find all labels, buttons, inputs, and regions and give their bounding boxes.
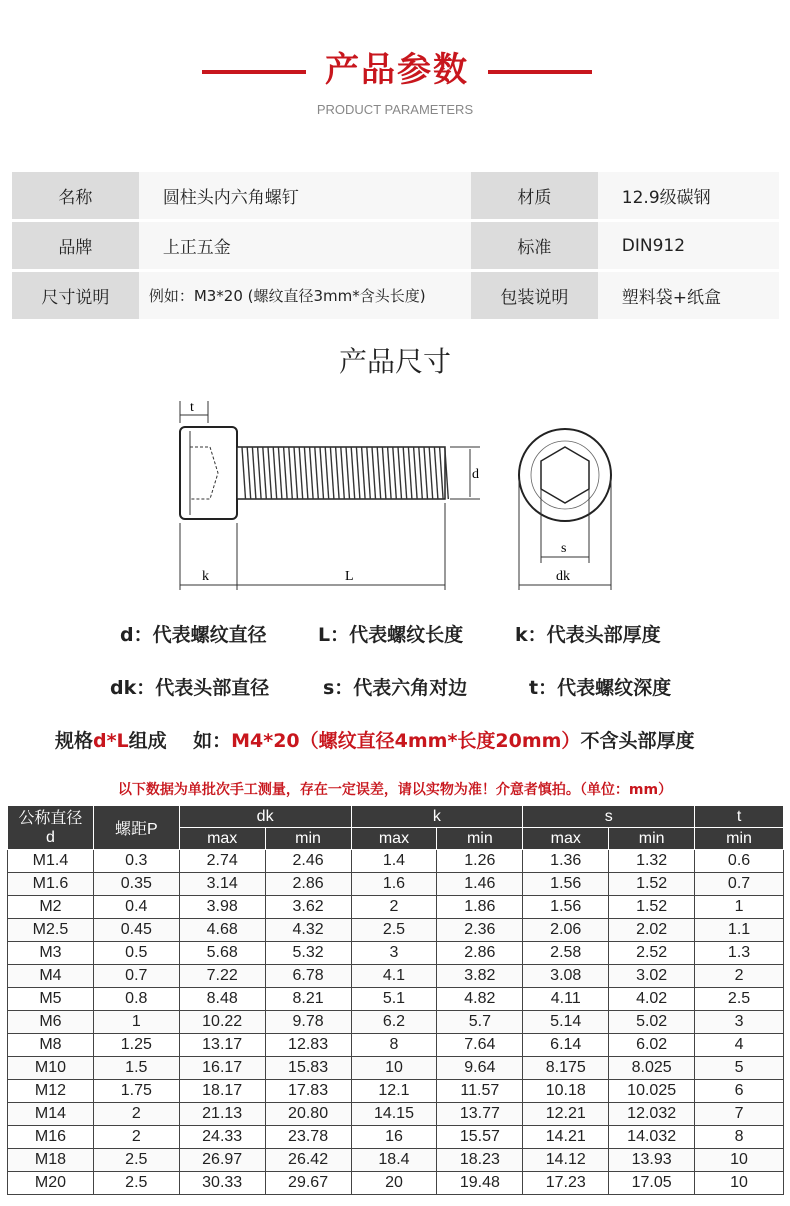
page-subtitle: PRODUCT PARAMETERS xyxy=(316,102,474,117)
cell-t-min: 3 xyxy=(695,1011,784,1034)
cell-k-min: 4.82 xyxy=(437,988,523,1011)
cell-k-max: 4.1 xyxy=(351,965,437,988)
cell-k-min: 7.64 xyxy=(437,1034,523,1057)
table-row xyxy=(8,1034,784,1057)
cell-s-max: 8.175 xyxy=(523,1057,609,1080)
header-line-left xyxy=(202,70,306,74)
cell-t-min: 6 xyxy=(695,1080,784,1103)
param-label: 名称 xyxy=(12,172,139,222)
cell-s-min: 2.02 xyxy=(609,919,695,942)
table-row xyxy=(8,1172,784,1195)
cell-t-min: 10 xyxy=(695,1172,784,1195)
label-dk: dk xyxy=(556,569,570,584)
cell-k-max: 8 xyxy=(351,1034,437,1057)
cell-d: M10 xyxy=(8,1057,94,1080)
cell-s-max: 3.08 xyxy=(523,965,609,988)
cell-s-max: 2.06 xyxy=(523,919,609,942)
legend-t: t：代表螺纹深度 xyxy=(529,677,672,699)
cell-d: M6 xyxy=(8,1011,94,1034)
cell-d: M16 xyxy=(8,1126,94,1149)
params-row xyxy=(12,172,779,222)
cell-s-min: 1.52 xyxy=(609,896,695,919)
cell-t-min: 5 xyxy=(695,1057,784,1080)
spec-example: M4*20（螺纹直径4mm*长度20mm） xyxy=(231,730,581,752)
cell-k-max: 1.4 xyxy=(351,850,437,873)
cell-p: 0.5 xyxy=(93,942,179,965)
cell-s-min: 13.93 xyxy=(609,1149,695,1172)
cell-k-min: 5.7 xyxy=(437,1011,523,1034)
col-header-s-min: min xyxy=(609,828,695,850)
cell-p: 0.7 xyxy=(93,965,179,988)
cell-dk-max: 13.17 xyxy=(179,1034,265,1057)
cell-t-min: 4 xyxy=(695,1034,784,1057)
table-row xyxy=(8,1149,784,1172)
cell-p: 0.3 xyxy=(93,850,179,873)
cell-p: 1.25 xyxy=(93,1034,179,1057)
col-header-dk-min: min xyxy=(265,828,351,850)
cell-dk-max: 16.17 xyxy=(179,1057,265,1080)
table-row xyxy=(8,1126,784,1149)
legend-L: L：代表螺纹长度 xyxy=(318,624,464,646)
table-row xyxy=(8,1080,784,1103)
col-header-s-max: max xyxy=(523,828,609,850)
cell-t-min: 7 xyxy=(695,1103,784,1126)
param-value: 圆柱头内六角螺钉 xyxy=(139,172,471,222)
param-label: 品牌 xyxy=(12,222,139,272)
table-row xyxy=(8,873,784,896)
table-row xyxy=(8,965,784,988)
cell-k-min: 1.46 xyxy=(437,873,523,896)
cell-p: 1.5 xyxy=(93,1057,179,1080)
spec-line xyxy=(55,726,694,753)
cell-s-min: 5.02 xyxy=(609,1011,695,1034)
param-value: 塑料袋+纸盒 xyxy=(598,272,779,322)
cell-dk-min: 26.42 xyxy=(265,1149,351,1172)
cell-dk-max: 7.22 xyxy=(179,965,265,988)
cell-dk-max: 24.33 xyxy=(179,1126,265,1149)
table-row xyxy=(8,1011,784,1034)
col-header-t: t xyxy=(695,806,784,828)
param-label: 尺寸说明 xyxy=(12,272,139,322)
cell-k-min: 15.57 xyxy=(437,1126,523,1149)
cell-dk-min: 6.78 xyxy=(265,965,351,988)
cell-p: 1.75 xyxy=(93,1080,179,1103)
cell-s-max: 14.21 xyxy=(523,1126,609,1149)
col-header-k-min: min xyxy=(437,828,523,850)
cell-d: M14 xyxy=(8,1103,94,1126)
col-header-d-line2: d xyxy=(45,828,55,846)
param-value: 上正五金 xyxy=(139,222,471,272)
cell-k-min: 11.57 xyxy=(437,1080,523,1103)
label-L: L xyxy=(345,569,354,584)
legend-dk: dk：代表头部直径 xyxy=(110,677,270,699)
cell-dk-max: 21.13 xyxy=(179,1103,265,1126)
cell-dk-min: 15.83 xyxy=(265,1057,351,1080)
cell-dk-min: 2.46 xyxy=(265,850,351,873)
label-t: t xyxy=(190,400,194,415)
cell-s-max: 10.18 xyxy=(523,1080,609,1103)
cell-s-min: 10.025 xyxy=(609,1080,695,1103)
cell-k-min: 1.26 xyxy=(437,850,523,873)
cell-s-min: 2.52 xyxy=(609,942,695,965)
cell-dk-min: 3.62 xyxy=(265,896,351,919)
cell-t-min: 1.3 xyxy=(695,942,784,965)
cell-k-max: 20 xyxy=(351,1172,437,1195)
cell-p: 0.8 xyxy=(93,988,179,1011)
table-row xyxy=(8,988,784,1011)
cell-k-max: 16 xyxy=(351,1126,437,1149)
spec-prefix: 规格 xyxy=(55,730,94,752)
cell-s-max: 1.56 xyxy=(523,896,609,919)
cell-d: M12 xyxy=(8,1080,94,1103)
param-value: 12.9级碳钢 xyxy=(598,172,779,222)
cell-k-min: 13.77 xyxy=(437,1103,523,1126)
cell-t-min: 1.1 xyxy=(695,919,784,942)
col-header-d xyxy=(8,806,94,850)
cell-k-max: 10 xyxy=(351,1057,437,1080)
cell-d: M2 xyxy=(8,896,94,919)
params-row xyxy=(12,222,779,272)
cell-k-max: 6.2 xyxy=(351,1011,437,1034)
header-line-right xyxy=(488,70,592,74)
cell-k-max: 5.1 xyxy=(351,988,437,1011)
cell-k-min: 18.23 xyxy=(437,1149,523,1172)
param-value: DIN912 xyxy=(598,222,779,272)
section-header xyxy=(0,0,790,140)
legend-k: k：代表头部厚度 xyxy=(515,624,661,646)
col-header-k-max: max xyxy=(351,828,437,850)
cell-dk-min: 9.78 xyxy=(265,1011,351,1034)
cell-p: 2.5 xyxy=(93,1172,179,1195)
screw-diagram xyxy=(150,395,650,595)
cell-dk-min: 8.21 xyxy=(265,988,351,1011)
cell-k-min: 3.82 xyxy=(437,965,523,988)
cell-k-max: 3 xyxy=(351,942,437,965)
cell-p: 2 xyxy=(93,1103,179,1126)
legend-d: d：代表螺纹直径 xyxy=(120,624,267,646)
cell-k-max: 2 xyxy=(351,896,437,919)
col-header-dk: dk xyxy=(179,806,351,828)
cell-dk-min: 2.86 xyxy=(265,873,351,896)
spec-suffix: 不含头部厚度 xyxy=(580,730,695,752)
cell-s-max: 4.11 xyxy=(523,988,609,1011)
cell-s-max: 5.14 xyxy=(523,1011,609,1034)
cell-s-min: 17.05 xyxy=(609,1172,695,1195)
label-k: k xyxy=(202,569,209,584)
cell-t-min: 10 xyxy=(695,1149,784,1172)
cell-dk-max: 5.68 xyxy=(179,942,265,965)
cell-s-min: 14.032 xyxy=(609,1126,695,1149)
cell-d: M1.4 xyxy=(8,850,94,873)
measurement-note: 以下数据为单批次手工测量，存在一定误差，请以实物为准！介意者慎拍。（单位：mm） xyxy=(117,782,673,798)
cell-s-min: 4.02 xyxy=(609,988,695,1011)
param-label: 标准 xyxy=(471,222,598,272)
cell-k-min: 9.64 xyxy=(437,1057,523,1080)
cell-s-min: 12.032 xyxy=(609,1103,695,1126)
cell-dk-max: 18.17 xyxy=(179,1080,265,1103)
cell-d: M2.5 xyxy=(8,919,94,942)
cell-dk-min: 12.83 xyxy=(265,1034,351,1057)
spec-formula: d*L xyxy=(93,730,129,752)
size-table xyxy=(7,805,784,1195)
cell-dk-max: 26.97 xyxy=(179,1149,265,1172)
label-s: s xyxy=(561,541,567,556)
cell-dk-min: 4.32 xyxy=(265,919,351,942)
param-value: 例如：M3*20 (螺纹直径3mm*含头长度) xyxy=(139,272,471,322)
cell-k-max: 1.6 xyxy=(351,873,437,896)
cell-t-min: 0.6 xyxy=(695,850,784,873)
col-header-k: k xyxy=(351,806,523,828)
table-row xyxy=(8,942,784,965)
cell-d: M4 xyxy=(8,965,94,988)
cell-p: 2 xyxy=(93,1126,179,1149)
spec-mid: 组成 如： xyxy=(128,730,232,752)
cell-k-min: 2.86 xyxy=(437,942,523,965)
cell-k-max: 2.5 xyxy=(351,919,437,942)
cell-dk-min: 29.67 xyxy=(265,1172,351,1195)
cell-dk-max: 8.48 xyxy=(179,988,265,1011)
cell-dk-min: 5.32 xyxy=(265,942,351,965)
cell-p: 1 xyxy=(93,1011,179,1034)
cell-t-min: 2.5 xyxy=(695,988,784,1011)
cell-dk-max: 4.68 xyxy=(179,919,265,942)
cell-k-min: 19.48 xyxy=(437,1172,523,1195)
params-row xyxy=(12,272,779,322)
cell-dk-max: 2.74 xyxy=(179,850,265,873)
params-table xyxy=(12,172,779,322)
cell-dk-min: 20.80 xyxy=(265,1103,351,1126)
legend-s: s：代表六角对边 xyxy=(323,677,468,699)
table-row xyxy=(8,919,784,942)
cell-k-max: 14.15 xyxy=(351,1103,437,1126)
cell-d: M18 xyxy=(8,1149,94,1172)
param-label: 材质 xyxy=(471,172,598,222)
cell-s-max: 12.21 xyxy=(523,1103,609,1126)
cell-d: M3 xyxy=(8,942,94,965)
cell-p: 0.45 xyxy=(93,919,179,942)
cell-k-min: 1.86 xyxy=(437,896,523,919)
cell-k-min: 2.36 xyxy=(437,919,523,942)
cell-dk-max: 10.22 xyxy=(179,1011,265,1034)
cell-d: M20 xyxy=(8,1172,94,1195)
screw-head xyxy=(180,427,237,519)
cell-s-max: 17.23 xyxy=(523,1172,609,1195)
col-header-p: 螺距P xyxy=(93,806,179,850)
label-d: d xyxy=(472,467,479,482)
col-header-s: s xyxy=(523,806,695,828)
cell-s-max: 14.12 xyxy=(523,1149,609,1172)
dimension-title: 产品尺寸 xyxy=(338,345,451,378)
cell-dk-min: 17.83 xyxy=(265,1080,351,1103)
cell-s-max: 1.56 xyxy=(523,873,609,896)
cell-t-min: 0.7 xyxy=(695,873,784,896)
cell-d: M8 xyxy=(8,1034,94,1057)
cell-p: 2.5 xyxy=(93,1149,179,1172)
cell-s-max: 1.36 xyxy=(523,850,609,873)
cell-k-max: 18.4 xyxy=(351,1149,437,1172)
cell-d: M5 xyxy=(8,988,94,1011)
cell-t-min: 2 xyxy=(695,965,784,988)
col-header-t-min: min xyxy=(695,828,784,850)
page-title: 产品参数 xyxy=(325,50,469,90)
param-label: 包装说明 xyxy=(471,272,598,322)
cell-s-min: 6.02 xyxy=(609,1034,695,1057)
col-header-dk-max: max xyxy=(179,828,265,850)
cell-d: M1.6 xyxy=(8,873,94,896)
table-row xyxy=(8,850,784,873)
cell-s-max: 6.14 xyxy=(523,1034,609,1057)
cell-s-max: 2.58 xyxy=(523,942,609,965)
cell-dk-max: 30.33 xyxy=(179,1172,265,1195)
cell-dk-max: 3.98 xyxy=(179,896,265,919)
cell-k-max: 12.1 xyxy=(351,1080,437,1103)
cell-p: 0.4 xyxy=(93,896,179,919)
cell-dk-max: 3.14 xyxy=(179,873,265,896)
cell-s-min: 1.52 xyxy=(609,873,695,896)
col-header-d-line1: 公称直径 xyxy=(18,809,83,827)
cell-p: 0.35 xyxy=(93,873,179,896)
table-row xyxy=(8,1057,784,1080)
cell-t-min: 8 xyxy=(695,1126,784,1149)
cell-t-min: 1 xyxy=(695,896,784,919)
cell-s-min: 8.025 xyxy=(609,1057,695,1080)
cell-dk-min: 23.78 xyxy=(265,1126,351,1149)
table-row xyxy=(8,896,784,919)
table-row xyxy=(8,1103,784,1126)
cell-s-min: 1.32 xyxy=(609,850,695,873)
cell-s-min: 3.02 xyxy=(609,965,695,988)
